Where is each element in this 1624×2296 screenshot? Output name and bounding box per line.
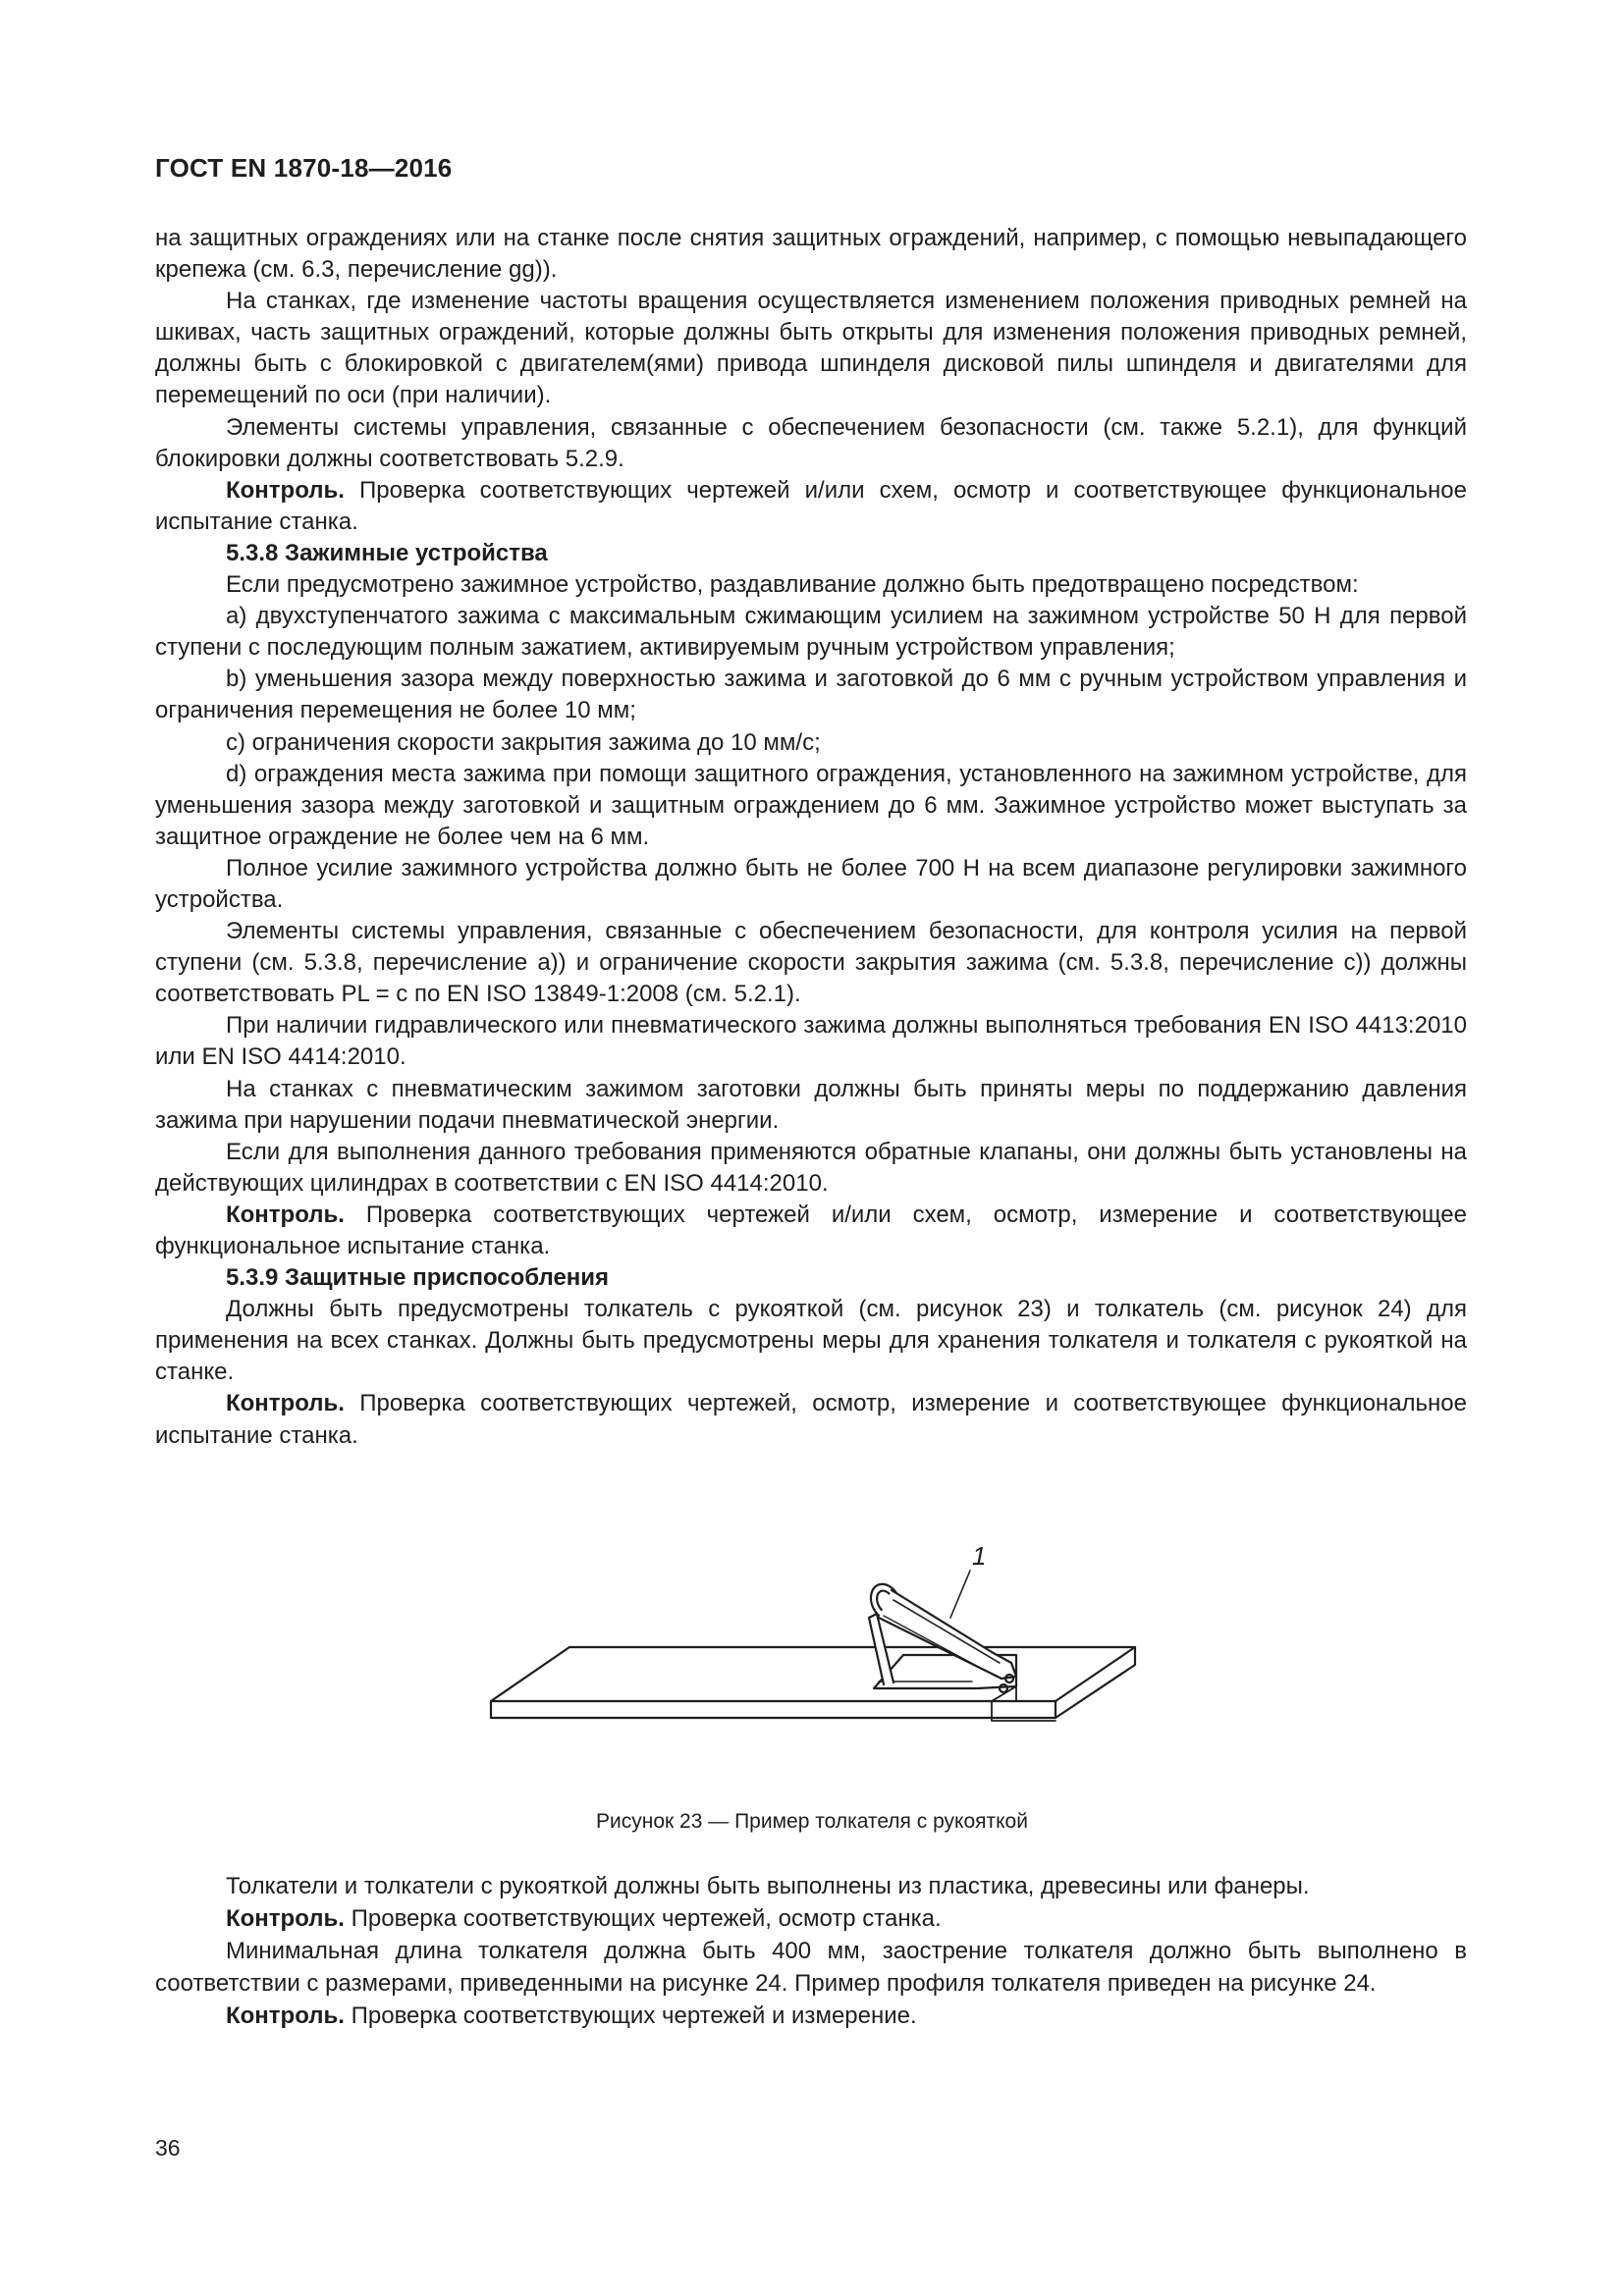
control-label: Контроль.: [226, 476, 345, 504]
section-heading-5-3-8: 5.3.8 Зажимные устройства: [226, 539, 548, 566]
body-text-top: [155, 223, 1467, 1452]
control-text: Проверка соответствующих чертежей и/или схем, осмотр и соответствующее функциональное испытание станка.: [155, 476, 1467, 535]
list-item-c: c) ограничения скорости закрытия зажима до 10 мм/с;: [226, 728, 821, 756]
paragraph: Должны быть предусмотрены толкатель с рукояткой (см. рисунок 23) и толкатель (см. рисунок 24) для применения на всех станках. Должны быть предусмотрены меры для хранения толкателя и толкателя с рукояткой на станке.: [155, 1296, 1467, 1386]
board-front-face: [491, 1701, 1056, 1718]
control-text: Проверка соответствующих чертежей и/или схем, осмотр, измерение и соответствующее функциональное испытание станка.: [155, 1201, 1467, 1259]
control-label: Контроль.: [226, 1201, 345, 1228]
control-label: Контроль.: [226, 1905, 345, 1932]
body-text-bottom: [155, 1870, 1467, 2032]
paragraph: Толкатели и толкатели с рукояткой должны быть выполнены из пластика, древесины или фанеры.: [226, 1873, 1310, 1899]
control-label: Контроль.: [226, 1390, 345, 1417]
paragraph: Элементы системы управления, связанные с обеспечением безопасности, для контроля усилия на первой ступени (см. 5.3.8, перечисление a)) и ограничение скорости закрытия зажима (см. 5.3.8, перечисление c)) должны соответствовать PL = c по EN ISO 13849-1:2008 (см. 5.2.1).: [155, 918, 1467, 1008]
control-paragraph: [155, 1388, 1467, 1451]
control-text: Проверка соответствующих чертежей, осмотр, измерение и соответствующее функциональное испытание станка.: [155, 1390, 1467, 1449]
paragraph: Если для выполнения данного требования применяются обратные клапаны, они должны быть установлены на действующих цилиндрах в соответствии с EN ISO 4414:2010.: [155, 1138, 1467, 1197]
callout-leader: [950, 1571, 970, 1618]
push-block-figure: [481, 1539, 1149, 1770]
control-text: Проверка соответствующих чертежей, осмотр станка.: [344, 1905, 942, 1932]
list-item-a: а) двухступенчатого зажима с максимальным сжимающим усилием на зажимном устройстве 50 Н для первой ступени с последующим полным зажатием, активируемым ручным устройством управления;: [155, 603, 1467, 662]
list-item-d: d) ограждения места зажима при помощи защитного ограждения, установленного на зажимном устройстве, для уменьшения зазора между заготовкой и защитным ограждением до 6 мм. Зажимное устройство может выступать за защитное ограждение не более чем на 6 мм.: [155, 760, 1467, 850]
control-paragraph: [155, 1902, 1467, 1935]
control-paragraph: [155, 1200, 1467, 1262]
paragraph: Если предусмотрено зажимное устройство, раздавливание должно быть предотвращено посредством:: [226, 571, 1359, 599]
callout-label: 1: [972, 1541, 987, 1571]
board-top-face: [491, 1647, 1135, 1701]
control-paragraph: [155, 2000, 1467, 2032]
paragraph: Минимальная длина толкателя должна быть 400 мм, заострение толкателя должно быть выполнено в соответствии с размерами, приведенными на рисунке 24. Пример профиля толкателя приведен на рисунке 24.: [155, 1938, 1467, 1997]
standard-header: ГОСТ EN 1870-18—2016: [155, 153, 453, 183]
paragraph: При наличии гидравлического или пневматического зажима должны выполняться требования EN ISO 4413:2010 или EN ISO 4414:2010.: [155, 1012, 1467, 1071]
control-text: Проверка соответствующих чертежей и измерение.: [344, 2002, 917, 2029]
page-number: 36: [155, 2135, 181, 2161]
paragraph: На станках, где изменение частоты вращения осуществляется изменением положения приводных ремней на шкивах, часть защитных ограждений, которые должны быть открыты для изменения положения приводных ремней, должны быть с блокировкой с двигателем(ями) привода шпинделя дисковой пилы шпинделя и двигателями для перемещений по оси (при наличии).: [155, 288, 1467, 409]
control-label: Контроль.: [226, 2002, 345, 2029]
paragraph: Элементы системы управления, связанные с обеспечением безопасности (см. также 5.2.1), для функций блокировки должны соответствовать 5.2.9.: [155, 413, 1467, 472]
section-heading-5-3-9: 5.3.9 Защитные приспособления: [226, 1264, 610, 1292]
control-paragraph: [155, 475, 1467, 538]
figure-caption: Рисунок 23 — Пример толкателя с рукояткой: [596, 1810, 1028, 1833]
paragraph: На станках с пневматическим зажимом заготовки должны быть приняты меры по поддержанию давления зажима при нарушении подачи пневматической энергии.: [155, 1075, 1467, 1134]
paragraph: Полное усилие зажимного устройства должно быть не более 700 Н на всем диапазоне регулировки зажимного устройства.: [155, 854, 1467, 913]
paragraph: на защитных ограждениях или на станке после снятия защитных ограждений, например, с помощью невыпадающего крепежа (см. 6.3, перечисление gg)).: [155, 225, 1467, 284]
list-item-b: b) уменьшения зазора между поверхностью зажима и заготовкой до 6 мм с ручным устройством управления и ограничения перемещения не более 10 мм;: [155, 666, 1467, 724]
